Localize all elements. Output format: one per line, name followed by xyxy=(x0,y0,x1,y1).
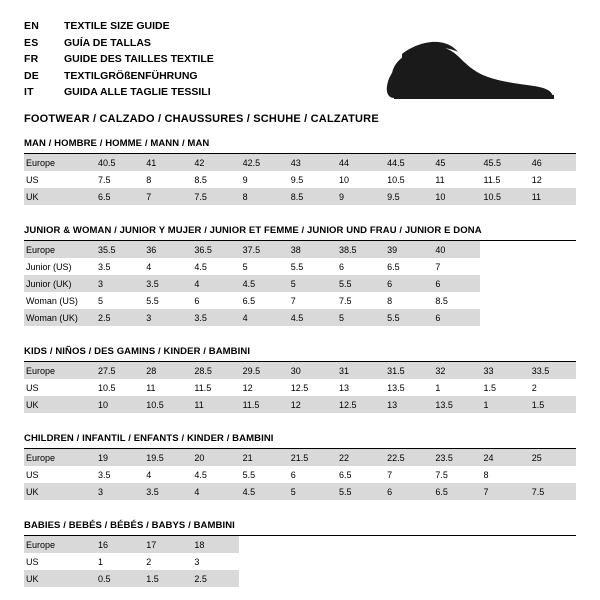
size-cell: 35.5 xyxy=(94,241,142,258)
size-cell: 30 xyxy=(287,362,335,379)
size-cell xyxy=(528,292,576,309)
size-cell xyxy=(431,570,479,587)
size-cell: 39 xyxy=(383,241,431,258)
language-code: DE xyxy=(24,69,39,82)
size-cell: 13.5 xyxy=(431,396,479,413)
size-cell: 22 xyxy=(335,449,383,466)
row-label: UK xyxy=(24,188,94,205)
size-cell xyxy=(239,553,287,570)
size-cell: 37.5 xyxy=(239,241,287,258)
size-table xyxy=(24,154,576,205)
size-cell: 6 xyxy=(290,469,296,480)
size-cell: 46 xyxy=(528,154,576,171)
size-cell: 24 xyxy=(480,449,528,466)
size-cell: 5 xyxy=(335,309,383,326)
row-label: UK xyxy=(24,570,94,587)
size-cell: 41 xyxy=(142,154,190,171)
size-cell: 28 xyxy=(142,362,190,379)
language-title-body xyxy=(24,18,214,101)
language-code: IT xyxy=(24,86,34,98)
language-code: FR xyxy=(24,53,39,65)
table-row xyxy=(24,309,576,326)
language-title: TEXTILGRÖßENFÜHRUNG xyxy=(64,69,198,82)
table-row xyxy=(24,553,576,570)
size-cell: 0.5 xyxy=(94,570,142,587)
size-cell xyxy=(480,292,528,309)
size-cell: 12 xyxy=(242,382,253,393)
size-cell xyxy=(335,536,383,553)
size-cell: 5 xyxy=(242,261,248,272)
size-cell: 8.5 xyxy=(287,188,335,205)
size-cell: 2.5 xyxy=(190,570,238,587)
size-cell: 3.5 xyxy=(190,309,238,326)
size-cell: 23.5 xyxy=(431,449,479,466)
language-title: GUIDE DES TAILLES TEXTILE xyxy=(64,53,214,65)
row-label: US xyxy=(26,469,39,480)
size-cell: 19.5 xyxy=(142,449,190,466)
size-cell: 2 xyxy=(146,556,152,567)
language-row xyxy=(24,84,214,101)
size-cell: 3.5 xyxy=(142,275,190,292)
size-cell xyxy=(287,553,335,570)
size-cell: 10 xyxy=(94,396,142,413)
table-row xyxy=(24,396,576,413)
size-cell: 20 xyxy=(190,449,238,466)
size-cell: 36.5 xyxy=(190,241,238,258)
size-cell: 5.5 xyxy=(146,295,159,306)
size-cell: 3 xyxy=(94,483,142,500)
section-title: MAN / HOMBRE / HOMME / MANN / MAN xyxy=(24,138,576,154)
size-cell xyxy=(431,553,479,570)
size-cell: 4.5 xyxy=(194,261,207,272)
size-cell: 11.5 xyxy=(239,396,287,413)
language-title-table xyxy=(24,18,214,101)
size-cell: 5.5 xyxy=(290,261,304,272)
size-cell: 3.5 xyxy=(142,483,190,500)
size-cell xyxy=(480,553,528,570)
language-title: GUIDA ALLE TAGLIE TESSILI xyxy=(64,86,211,98)
size-cell: 9 xyxy=(242,174,248,185)
size-cell: 13.5 xyxy=(387,382,405,393)
row-label: Europe xyxy=(24,536,94,553)
size-cell: 3.5 xyxy=(98,469,111,480)
table-row xyxy=(24,275,576,292)
size-cell: 25 xyxy=(528,449,576,466)
size-cell: 21 xyxy=(239,449,287,466)
size-cell: 4.5 xyxy=(239,275,287,292)
size-section xyxy=(24,346,576,413)
size-cell: 7 xyxy=(480,483,528,500)
size-cell: 28.5 xyxy=(190,362,238,379)
size-cell: 10 xyxy=(338,174,349,185)
size-table xyxy=(24,362,576,413)
size-cell: 42 xyxy=(190,154,238,171)
table-row xyxy=(24,292,576,309)
size-cell: 8 xyxy=(239,188,287,205)
section-title: JUNIOR & WOMAN / JUNIOR Y MUJER / JUNIOR ET FEMME / JUNIOR UND FRAU / JUNIOR E DONA xyxy=(24,225,576,241)
size-cell: 1.5 xyxy=(142,570,190,587)
size-cell: 6 xyxy=(383,275,431,292)
size-cell xyxy=(335,570,383,587)
size-section xyxy=(24,433,576,500)
size-cell: 8.5 xyxy=(194,174,207,185)
size-cell: 29.5 xyxy=(239,362,287,379)
size-cell: 6.5 xyxy=(431,483,479,500)
size-cell: 31 xyxy=(335,362,383,379)
size-cell: 7.5 xyxy=(338,295,352,306)
size-cell: 27.5 xyxy=(94,362,142,379)
size-cell: 4.5 xyxy=(194,469,207,480)
size-cell: 2 xyxy=(531,382,537,393)
language-row xyxy=(24,18,214,35)
size-cell: 7 xyxy=(142,188,190,205)
size-cell: 3 xyxy=(194,556,200,567)
size-cell: 1.5 xyxy=(483,382,497,393)
size-cell: 45 xyxy=(431,154,479,171)
table-row xyxy=(24,362,576,379)
size-cell xyxy=(528,241,576,258)
category-line: FOOTWEAR / CALZADO / CHAUSSURES / SCHUHE / CALZATURE xyxy=(24,112,379,125)
section-title: KIDS / NIÑOS / DES GAMINS / KINDER / BAMBINI xyxy=(24,346,576,362)
size-cell: 40.5 xyxy=(94,154,142,171)
size-cell: 1 xyxy=(480,396,528,413)
size-cell: 5.5 xyxy=(242,469,256,480)
size-cell: 45.5 xyxy=(480,154,528,171)
size-cell: 17 xyxy=(142,536,190,553)
row-label: US xyxy=(26,382,39,393)
size-cell: 7.5 xyxy=(528,483,576,500)
size-cell: 8 xyxy=(146,174,152,185)
row-label: Europe xyxy=(24,154,94,171)
size-cell: 16 xyxy=(94,536,142,553)
size-cell: 42.5 xyxy=(239,154,287,171)
size-cell: 21.5 xyxy=(287,449,335,466)
size-cell: 10.5 xyxy=(480,188,528,205)
size-cell xyxy=(383,553,431,570)
size-cell: 12 xyxy=(287,396,335,413)
size-cell: 5 xyxy=(98,295,104,306)
size-cell: 36 xyxy=(142,241,190,258)
size-cell: 40 xyxy=(431,241,479,258)
language-title: TEXTILE SIZE GUIDE xyxy=(64,20,170,32)
size-cell xyxy=(528,309,576,326)
size-cell: 11 xyxy=(435,174,445,185)
row-label: Woman (US) xyxy=(26,295,78,306)
language-row xyxy=(24,51,214,68)
size-cell: 11.5 xyxy=(483,174,501,185)
language-row xyxy=(24,35,214,52)
size-cell: 9.5 xyxy=(383,188,431,205)
size-cell: 38 xyxy=(287,241,335,258)
table-row xyxy=(24,241,576,258)
table-row xyxy=(24,188,576,205)
size-cell: 6.5 xyxy=(94,188,142,205)
size-cell xyxy=(528,258,576,275)
size-cell xyxy=(480,258,528,275)
size-cell xyxy=(528,536,576,553)
size-cell: 5.5 xyxy=(335,275,383,292)
row-label: Europe xyxy=(24,449,94,466)
size-section xyxy=(24,225,576,326)
size-cell xyxy=(287,570,335,587)
size-cell: 33.5 xyxy=(528,362,576,379)
table-row xyxy=(24,570,576,587)
row-label: Europe xyxy=(24,241,94,258)
size-cell: 12.5 xyxy=(335,396,383,413)
size-cell: 10.5 xyxy=(98,382,116,393)
size-cell: 1 xyxy=(98,556,104,567)
size-sections xyxy=(24,138,576,587)
size-cell xyxy=(480,241,528,258)
row-label: US xyxy=(26,174,39,185)
row-label: Junior (UK) xyxy=(24,275,94,292)
size-cell: 8 xyxy=(483,469,489,480)
size-cell: 5 xyxy=(287,275,335,292)
size-cell xyxy=(528,553,576,570)
size-cell: 8.5 xyxy=(435,295,448,306)
size-table-body xyxy=(24,241,576,326)
row-label: Woman (UK) xyxy=(24,309,94,326)
size-cell xyxy=(239,536,287,553)
size-cell xyxy=(431,536,479,553)
size-cell: 8 xyxy=(387,295,393,306)
size-cell: 5.5 xyxy=(335,483,383,500)
section-title: BABIES / BEBÉS / BÉBÉS / BABYS / BAMBINI xyxy=(24,520,576,536)
size-cell: 7 xyxy=(290,295,296,306)
size-cell: 1 xyxy=(435,382,441,393)
table-row xyxy=(24,449,576,466)
size-cell: 7.5 xyxy=(98,174,111,185)
size-table xyxy=(24,449,576,500)
table-row xyxy=(24,483,576,500)
dress-shoe-icon xyxy=(378,26,558,106)
row-label: UK xyxy=(24,483,94,500)
size-cell: 1.5 xyxy=(528,396,576,413)
size-cell: 31.5 xyxy=(383,362,431,379)
table-row xyxy=(24,466,576,483)
size-cell: 4 xyxy=(190,483,238,500)
size-cell: 4 xyxy=(146,261,152,272)
size-table xyxy=(24,241,576,326)
size-cell: 4 xyxy=(190,275,238,292)
size-cell: 43 xyxy=(287,154,335,171)
size-section xyxy=(24,520,576,587)
size-table-body xyxy=(24,536,576,587)
size-cell xyxy=(383,536,431,553)
size-cell: 4 xyxy=(146,469,152,480)
size-cell: 7 xyxy=(435,261,441,272)
size-cell xyxy=(480,309,528,326)
size-table-body xyxy=(24,449,576,500)
size-cell: 9 xyxy=(335,188,383,205)
size-cell: 32 xyxy=(431,362,479,379)
size-cell: 5 xyxy=(287,483,335,500)
size-cell xyxy=(383,570,431,587)
size-cell: 12 xyxy=(531,174,542,185)
size-cell: 11.5 xyxy=(194,382,212,393)
size-cell: 6 xyxy=(338,261,344,272)
language-row xyxy=(24,68,214,85)
size-cell: 13 xyxy=(383,396,431,413)
size-table xyxy=(24,536,576,587)
size-cell xyxy=(335,553,383,570)
size-cell: 6 xyxy=(431,275,479,292)
size-cell: 2.5 xyxy=(94,309,142,326)
size-cell: 38.5 xyxy=(335,241,383,258)
size-table-body xyxy=(24,154,576,205)
size-cell: 3 xyxy=(94,275,142,292)
size-cell: 6 xyxy=(383,483,431,500)
size-cell: 6.5 xyxy=(387,261,400,272)
size-table-body xyxy=(24,362,576,413)
size-cell xyxy=(480,536,528,553)
table-row xyxy=(24,379,576,396)
size-cell: 7 xyxy=(387,469,393,480)
document-header xyxy=(24,18,576,125)
table-row xyxy=(24,171,576,188)
language-code: ES xyxy=(24,36,39,49)
size-cell: 6.5 xyxy=(242,295,256,306)
size-cell xyxy=(528,570,576,587)
size-cell: 11 xyxy=(146,382,156,393)
size-cell xyxy=(528,275,576,292)
section-title: CHILDREN / INFANTIL / ENFANTS / KINDER / BAMBINI xyxy=(24,433,576,449)
size-cell: 44 xyxy=(335,154,383,171)
table-row xyxy=(24,258,576,275)
language-code: EN xyxy=(24,20,39,32)
size-cell: 9.5 xyxy=(290,174,304,185)
size-cell xyxy=(480,275,528,292)
size-cell: 3.5 xyxy=(98,261,111,272)
size-cell: 11 xyxy=(528,188,576,205)
size-cell: 7.5 xyxy=(190,188,238,205)
size-cell: 10.5 xyxy=(142,396,190,413)
size-cell: 4.5 xyxy=(239,483,287,500)
size-cell: 12.5 xyxy=(290,382,309,393)
size-cell: 11 xyxy=(190,396,238,413)
row-label: UK xyxy=(24,396,94,413)
language-title: GUÍA DE TALLAS xyxy=(64,36,151,49)
size-cell: 3 xyxy=(142,309,190,326)
size-cell xyxy=(239,570,287,587)
size-cell xyxy=(528,466,576,483)
row-label: Junior (US) xyxy=(26,261,72,272)
row-label: Europe xyxy=(24,362,94,379)
table-row xyxy=(24,154,576,171)
size-cell: 10.5 xyxy=(387,174,405,185)
size-cell: 22.5 xyxy=(383,449,431,466)
row-label: US xyxy=(26,556,39,567)
size-cell xyxy=(480,570,528,587)
size-cell: 4.5 xyxy=(287,309,335,326)
size-cell: 33 xyxy=(480,362,528,379)
size-cell: 4 xyxy=(239,309,287,326)
size-cell: 18 xyxy=(190,536,238,553)
size-section xyxy=(24,138,576,205)
size-cell: 6.5 xyxy=(338,469,352,480)
size-cell: 7.5 xyxy=(435,469,448,480)
size-cell: 5.5 xyxy=(383,309,431,326)
size-cell: 19 xyxy=(94,449,142,466)
size-cell: 10 xyxy=(431,188,479,205)
size-cell: 6 xyxy=(194,295,200,306)
table-row xyxy=(24,536,576,553)
size-cell: 44.5 xyxy=(383,154,431,171)
size-cell: 13 xyxy=(338,382,349,393)
size-cell: 6 xyxy=(431,309,479,326)
size-cell xyxy=(287,536,335,553)
